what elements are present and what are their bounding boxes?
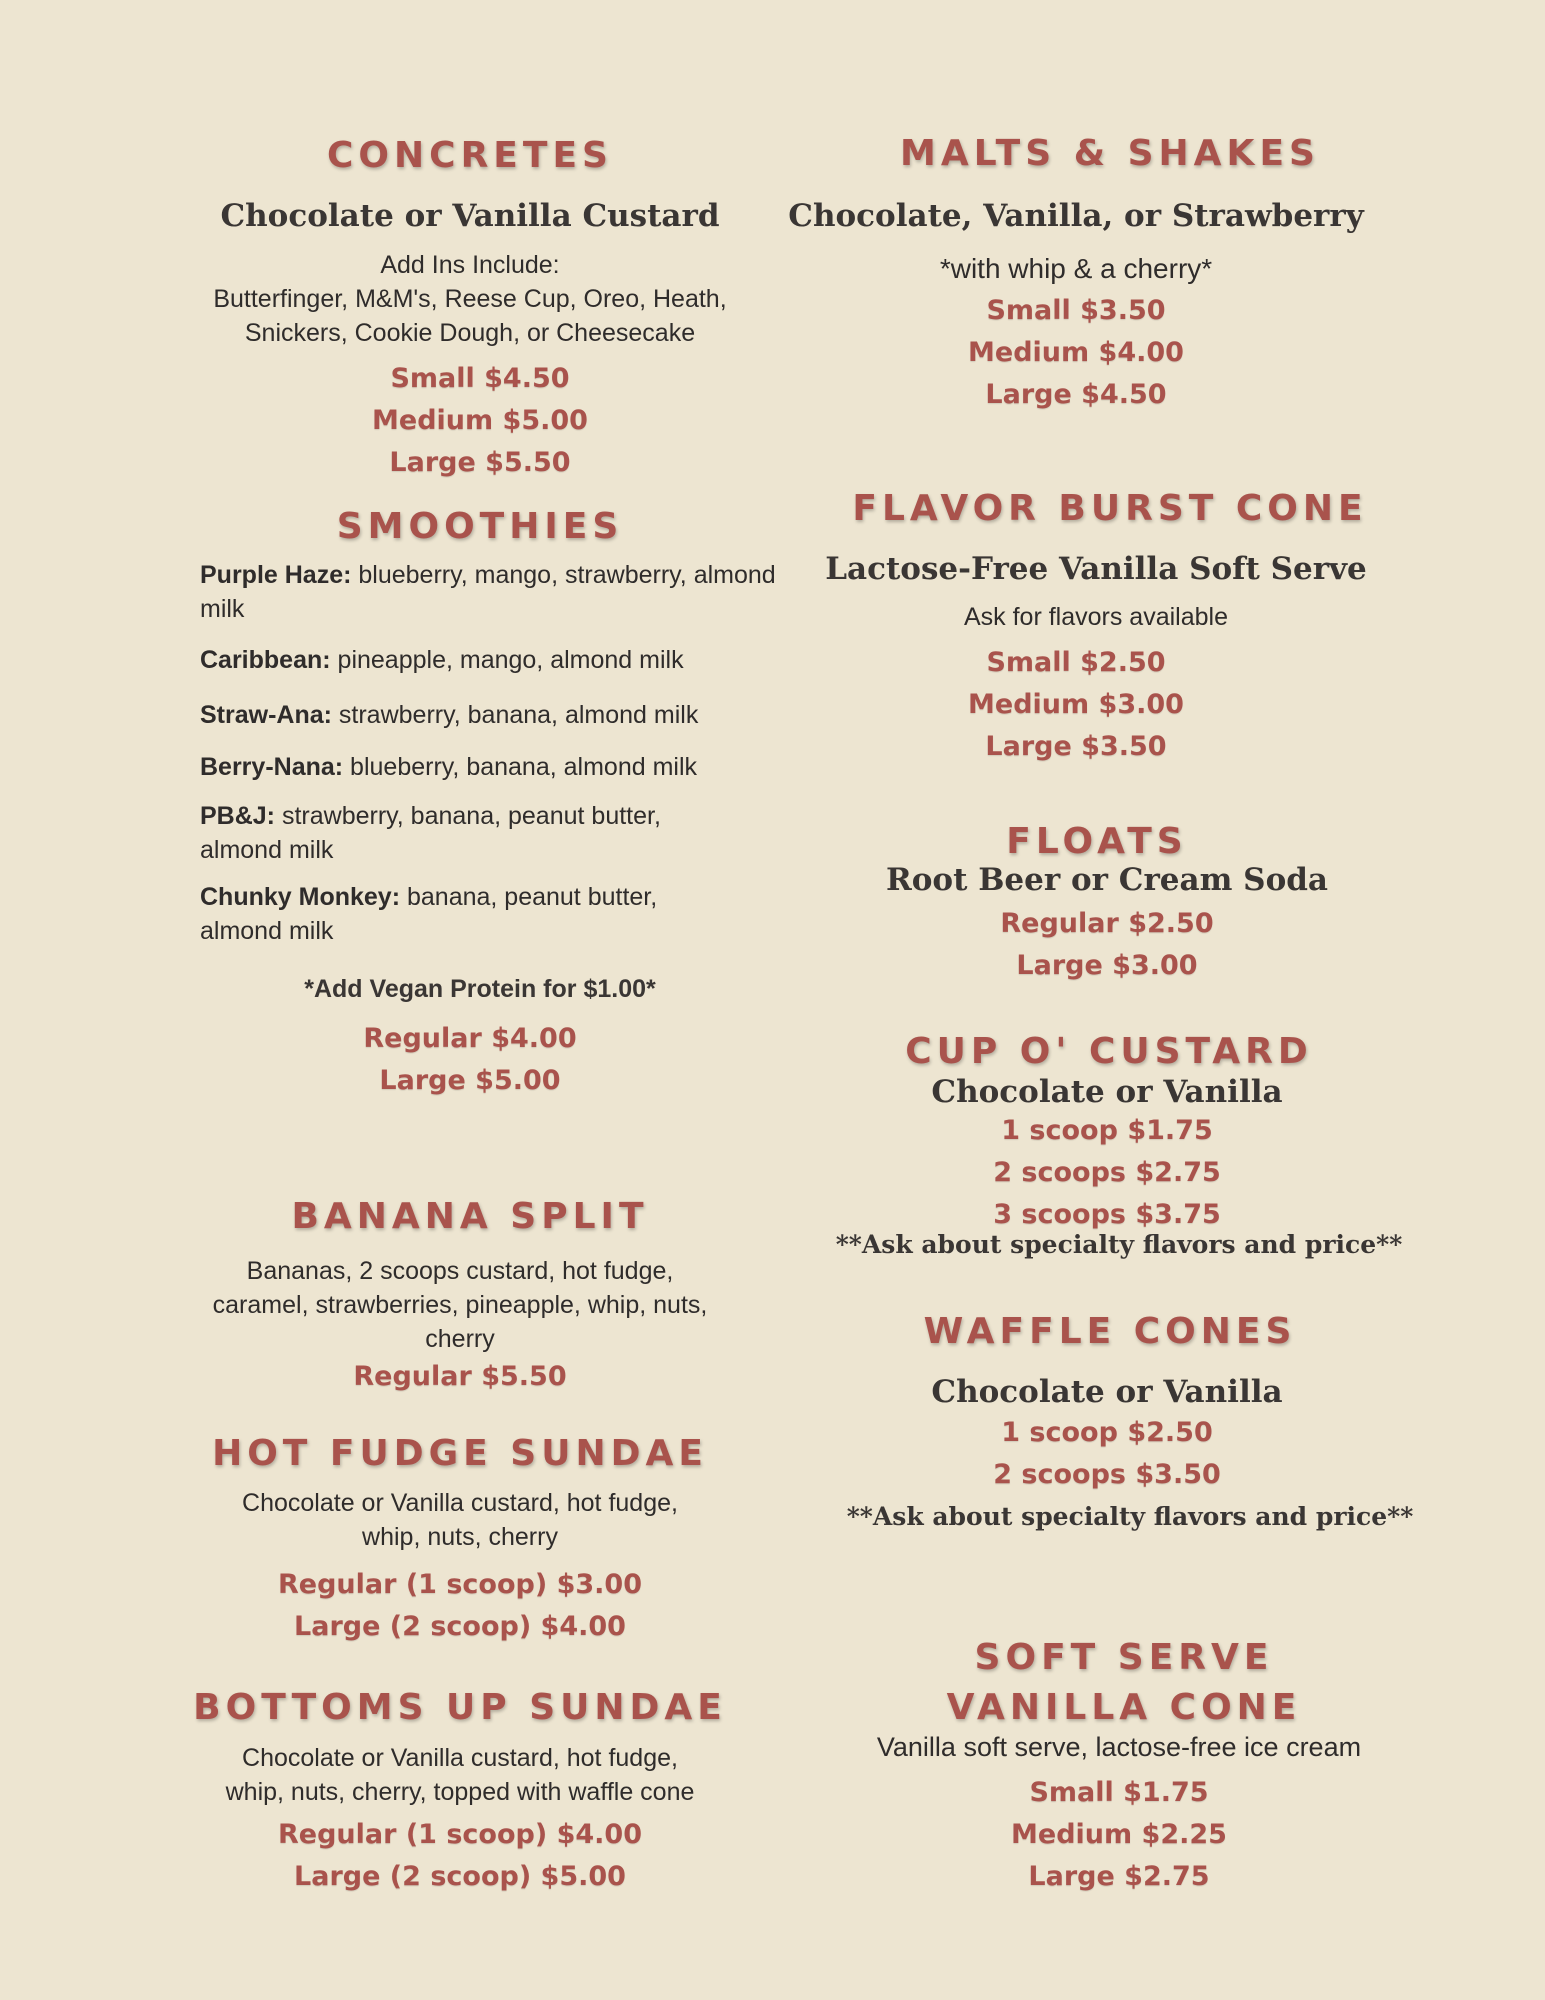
concretes-price-medium: Medium $5.00 <box>372 405 588 436</box>
banana-split-desc-line1: Bananas, 2 scoops custard, hot fudge, <box>246 1257 674 1285</box>
flavor-burst-title: FLAVOR BURST CONE <box>852 488 1368 529</box>
waffle-note: **Ask about specialty flavors and price** <box>846 1502 1414 1531</box>
smoothie-desc: strawberry, banana, almond milk <box>331 701 699 729</box>
malts-price-medium: Medium $4.00 <box>968 337 1184 368</box>
smoothie-item <box>200 643 780 677</box>
soft-serve-title-line1: SOFT SERVE <box>974 1637 1274 1678</box>
smoothie-desc: blueberry, banana, almond milk <box>343 753 698 781</box>
smoothie-name: Straw-Ana: <box>200 701 332 729</box>
hot-fudge-desc-line2: whip, nuts, cherry <box>362 1523 558 1551</box>
floats-price-regular: Regular $2.50 <box>1000 908 1214 939</box>
cup-custard-price-1: 1 scoop $1.75 <box>1001 1115 1213 1146</box>
bottoms-up-price-regular: Regular (1 scoop) $4.00 <box>277 1819 642 1850</box>
smoothie-item <box>200 698 780 732</box>
flavor-burst-price-small: Small $2.50 <box>986 647 1166 678</box>
bottoms-up-desc-line1: Chocolate or Vanilla custard, hot fudge, <box>242 1744 678 1772</box>
smoothies-title: SMOOTHIES <box>336 506 624 547</box>
smoothie-item <box>200 558 780 626</box>
smoothie-item <box>200 880 740 948</box>
malts-subtitle: Chocolate, Vanilla, or Strawberry <box>788 198 1364 234</box>
flavor-burst-subtitle: Lactose-Free Vanilla Soft Serve <box>825 551 1367 587</box>
waffle-subtitle: Chocolate or Vanilla <box>931 1374 1283 1410</box>
smoothie-name: Caribbean: <box>200 646 331 674</box>
smoothie-name: PB&J: <box>200 802 276 830</box>
soft-serve-desc: Vanilla soft serve, lactose-free ice cream <box>876 1732 1362 1762</box>
banana-split-title: BANANA SPLIT <box>291 1196 649 1237</box>
banana-split-desc-line3: cherry <box>425 1325 495 1353</box>
concretes-price-small: Small $4.50 <box>390 363 570 394</box>
concretes-addins-line1: Butterfinger, M&M's, Reese Cup, Oreo, Heath, <box>213 285 727 313</box>
concretes-title: CONCRETES <box>327 135 613 176</box>
floats-price-large: Large $3.00 <box>1016 950 1198 981</box>
banana-split-price: Regular $5.50 <box>353 1361 567 1392</box>
smoothie-item <box>200 750 780 784</box>
smoothie-name: Purple Haze: <box>200 561 352 589</box>
waffle-title: WAFFLE CONES <box>923 1311 1297 1352</box>
malts-title: MALTS & SHAKES <box>900 133 1320 174</box>
hot-fudge-desc-line1: Chocolate or Vanilla custard, hot fudge, <box>242 1489 678 1517</box>
smoothies-protein-note: *Add Vegan Protein for $1.00* <box>304 975 656 1003</box>
malts-price-small: Small $3.50 <box>986 295 1166 326</box>
smoothie-desc: strawberry, banana, peanut butter, almond milk <box>200 802 661 864</box>
banana-split-desc-line2: caramel, strawberries, pineapple, whip, nuts, <box>212 1291 708 1319</box>
flavor-burst-price-large: Large $3.50 <box>985 731 1167 762</box>
floats-subtitle: Root Beer or Cream Soda <box>885 862 1329 898</box>
smoothie-desc: pineapple, mango, almond milk <box>330 646 684 674</box>
concretes-price-large: Large $5.50 <box>389 447 571 478</box>
flavor-burst-price-medium: Medium $3.00 <box>968 689 1184 720</box>
cup-custard-price-3: 3 scoops $3.75 <box>993 1199 1221 1230</box>
hot-fudge-price-regular: Regular (1 scoop) $3.00 <box>277 1569 642 1600</box>
hot-fudge-price-large: Large (2 scoop) $4.00 <box>294 1611 626 1642</box>
cup-custard-title: CUP O' CUSTARD <box>905 1031 1313 1072</box>
smoothie-name: Berry-Nana: <box>200 753 344 781</box>
concretes-subtitle: Chocolate or Vanilla Custard <box>220 198 720 234</box>
concretes-addins-line2: Snickers, Cookie Dough, or Cheesecake <box>244 319 696 347</box>
smoothie-desc: blueberry, mango, strawberry, almond milk <box>200 561 776 623</box>
hot-fudge-title: HOT FUDGE SUNDAE <box>212 1433 708 1474</box>
soft-serve-price-small: Small $1.75 <box>1029 1777 1209 1808</box>
soft-serve-price-medium: Medium $2.25 <box>1011 1819 1227 1850</box>
soft-serve-title-line2: VANILLA CONE <box>946 1687 1302 1728</box>
flavor-burst-note: Ask for flavors available <box>963 603 1228 631</box>
bottoms-up-price-large: Large (2 scoop) $5.00 <box>294 1861 626 1892</box>
smoothie-name: Chunky Monkey: <box>200 883 401 911</box>
smoothies-price-large: Large $5.00 <box>379 1065 561 1096</box>
cup-custard-subtitle: Chocolate or Vanilla <box>931 1074 1283 1110</box>
bottoms-up-desc-line2: whip, nuts, cherry, topped with waffle cone <box>225 1778 695 1806</box>
waffle-price-1: 1 scoop $2.50 <box>1001 1417 1213 1448</box>
cup-custard-note: **Ask about specialty flavors and price** <box>835 1230 1403 1259</box>
smoothies-price-regular: Regular $4.00 <box>363 1023 577 1054</box>
floats-title: FLOATS <box>1006 821 1188 862</box>
smoothie-item <box>200 799 740 867</box>
malts-price-large: Large $4.50 <box>985 379 1167 410</box>
cup-custard-price-2: 2 scoops $2.75 <box>993 1157 1221 1188</box>
smoothie-desc: banana, peanut butter, almond milk <box>200 883 658 945</box>
malts-note: *with whip & a cherry* <box>939 253 1213 284</box>
soft-serve-price-large: Large $2.75 <box>1028 1861 1210 1892</box>
concretes-addins-label: Add Ins Include: <box>380 251 560 279</box>
waffle-price-2: 2 scoops $3.50 <box>993 1459 1221 1490</box>
bottoms-up-title: BOTTOMS UP SUNDAE <box>193 1687 727 1728</box>
